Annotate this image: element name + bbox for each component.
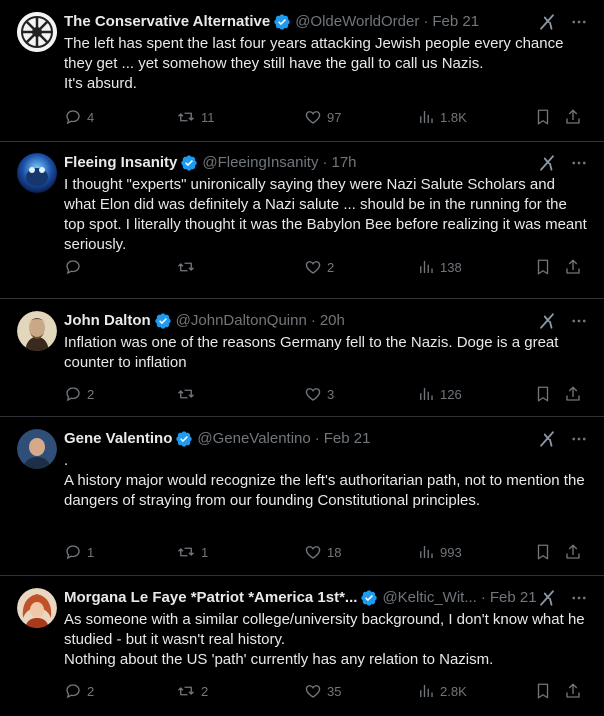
tweet[interactable]: [0, 299, 604, 417]
separator-dot: ·: [480, 589, 486, 606]
reply-count: 1: [87, 544, 95, 560]
like-count: 3: [327, 386, 335, 402]
like-count: 35: [327, 683, 342, 699]
repost-icon: [176, 543, 196, 561]
tweet-text: The left has spent the last four years attacking Jewish people every chance they get ... yet somehow they still have the gall to call us Nazis. It's absurd.: [64, 35, 564, 92]
avatar[interactable]: [17, 153, 57, 193]
reply-count: 2: [87, 683, 95, 699]
tweet-header: [64, 153, 588, 173]
separator-dot: ·: [314, 430, 320, 447]
tweet-text: I thought "experts" unironically saying they were Nazi Salute Scholars and what Elon did was definitely a Nazi salute ... should be in the running for the top spot. I literally thought it was the Babylon Bee before realizing it was meant seriously.: [64, 176, 591, 253]
tweet-header: [64, 588, 588, 608]
tweet[interactable]: [0, 142, 604, 299]
reply-count: 4: [87, 109, 95, 125]
like-count: 97: [327, 109, 342, 125]
share-button[interactable]: [564, 258, 582, 276]
views-icon: [417, 108, 435, 126]
grok-icon[interactable]: [538, 154, 556, 172]
avatar[interactable]: [17, 429, 57, 469]
reply-icon: [64, 682, 82, 700]
tweet[interactable]: [0, 0, 604, 142]
views-button[interactable]: [417, 543, 462, 561]
share-button[interactable]: [564, 543, 582, 561]
verified-badge-icon: [273, 13, 291, 31]
timestamp[interactable]: Feb 21: [323, 430, 371, 447]
display-name[interactable]: The Conservative Alternative: [64, 13, 271, 30]
bookmark-button[interactable]: [534, 682, 552, 700]
tweet[interactable]: [0, 417, 604, 576]
like-count: 2: [327, 259, 335, 275]
tweet-text: Inflation was one of the reasons Germany fell to the Nazis. Doge is a great counter to inflation: [64, 334, 563, 371]
repost-button[interactable]: [176, 258, 201, 276]
action-bar: [64, 542, 588, 562]
share-icon: [564, 385, 582, 403]
repost-icon: [176, 385, 196, 403]
tweet-header: [64, 311, 588, 331]
views-count: 126: [440, 386, 462, 402]
repost-icon: [176, 258, 196, 276]
reply-icon: [64, 385, 82, 403]
bookmark-button[interactable]: [534, 385, 552, 403]
views-button[interactable]: [417, 258, 462, 276]
timestamp[interactable]: 20h: [319, 312, 345, 329]
repost-icon: [176, 682, 196, 700]
repost-button[interactable]: [176, 682, 208, 700]
bookmark-icon: [534, 385, 552, 403]
separator-dot: ·: [310, 312, 316, 329]
grok-icon[interactable]: [538, 589, 556, 607]
more-options-icon[interactable]: [570, 312, 588, 330]
separator-dot: ·: [322, 154, 328, 171]
repost-button[interactable]: [176, 385, 201, 403]
timestamp[interactable]: 17h: [331, 154, 357, 171]
reply-icon: [64, 543, 82, 561]
repost-icon: [176, 108, 196, 126]
reply-count: 2: [87, 386, 95, 402]
share-icon: [564, 543, 582, 561]
views-button[interactable]: [417, 385, 462, 403]
grok-icon[interactable]: [538, 430, 556, 448]
like-button[interactable]: [304, 543, 341, 561]
avatar[interactable]: [17, 12, 57, 52]
tweet[interactable]: [0, 576, 604, 716]
avatar[interactable]: [17, 311, 57, 351]
heart-icon: [304, 385, 322, 403]
repost-count: 11: [201, 109, 215, 125]
like-button[interactable]: [304, 108, 341, 126]
repost-count: 2: [201, 683, 209, 699]
more-options-icon[interactable]: [570, 13, 588, 31]
verified-badge-icon: [154, 312, 172, 330]
timestamp[interactable]: Feb 21: [432, 13, 480, 30]
display-name[interactable]: Fleeing Insanity: [64, 154, 178, 171]
like-button[interactable]: [304, 385, 334, 403]
share-button[interactable]: [564, 385, 582, 403]
bookmark-button[interactable]: [534, 258, 552, 276]
views-button[interactable]: [417, 108, 467, 126]
action-bar: [64, 257, 588, 277]
user-handle[interactable]: @JohnDaltonQuinn: [175, 312, 307, 329]
like-button[interactable]: [304, 682, 341, 700]
reply-button[interactable]: [64, 108, 94, 126]
avatar[interactable]: [17, 588, 57, 628]
share-button[interactable]: [564, 108, 582, 126]
more-options-icon[interactable]: [570, 589, 588, 607]
views-count: 1.8K: [440, 109, 467, 125]
tweet-header: [64, 12, 588, 32]
bookmark-icon: [534, 258, 552, 276]
views-icon: [417, 258, 435, 276]
bookmark-icon: [534, 543, 552, 561]
reply-icon: [64, 258, 82, 276]
action-bar: [64, 384, 588, 404]
display-name[interactable]: Morgana Le Faye *Patriot *America 1st*...: [64, 589, 358, 606]
reply-button[interactable]: [64, 682, 94, 700]
reply-button[interactable]: [64, 385, 94, 403]
grok-icon[interactable]: [538, 312, 556, 330]
reply-icon: [64, 108, 82, 126]
display-name[interactable]: John Dalton: [64, 312, 151, 329]
timestamp[interactable]: Feb 21: [489, 589, 537, 606]
views-icon: [417, 385, 435, 403]
share-icon: [564, 682, 582, 700]
views-count: 993: [440, 544, 462, 560]
verified-badge-icon: [175, 430, 193, 448]
verified-badge-icon: [360, 589, 378, 607]
user-handle[interactable]: @FleeingInsanity: [202, 154, 319, 171]
share-icon: [564, 258, 582, 276]
share-button[interactable]: [564, 682, 582, 700]
share-icon: [564, 108, 582, 126]
more-options-icon[interactable]: [570, 430, 588, 448]
verified-badge-icon: [180, 154, 198, 172]
repost-count: 1: [201, 544, 209, 560]
tweet-text: As someone with a similar college/university background, I don't know what he studied - but it wasn't real history. Nothing about the US 'path' currently has any relation to Nazism.: [64, 611, 585, 668]
repost-button[interactable]: [176, 543, 208, 561]
display-name[interactable]: Gene Valentino: [64, 430, 173, 447]
action-bar: [64, 681, 588, 701]
repost-button[interactable]: [176, 108, 215, 126]
like-button[interactable]: [304, 258, 334, 276]
action-bar: [64, 107, 588, 127]
separator-dot: ·: [423, 13, 429, 30]
bookmark-icon: [534, 682, 552, 700]
user-handle[interactable]: @Keltic_Wit...: [382, 589, 477, 606]
bookmark-icon: [534, 108, 552, 126]
user-handle[interactable]: @OldeWorldOrder: [295, 13, 420, 30]
tweet-header: [64, 429, 588, 449]
heart-icon: [304, 682, 322, 700]
heart-icon: [304, 543, 322, 561]
heart-icon: [304, 258, 322, 276]
bookmark-button[interactable]: [534, 543, 552, 561]
views-count: 138: [440, 259, 462, 275]
tweet-text: . A history major would recognize the left's authoritarian path, not to mention the dangers of straying from our founding Constitutional principles.: [64, 452, 585, 509]
views-icon: [417, 543, 435, 561]
views-count: 2.8K: [440, 683, 467, 699]
views-button[interactable]: [417, 682, 467, 700]
bookmark-button[interactable]: [534, 108, 552, 126]
grok-icon[interactable]: [538, 13, 556, 31]
heart-icon: [304, 108, 322, 126]
user-handle[interactable]: @GeneValentino: [197, 430, 311, 447]
reply-button[interactable]: [64, 543, 94, 561]
more-options-icon[interactable]: [570, 154, 588, 172]
views-icon: [417, 682, 435, 700]
reply-button[interactable]: [64, 258, 87, 276]
like-count: 18: [327, 544, 342, 560]
